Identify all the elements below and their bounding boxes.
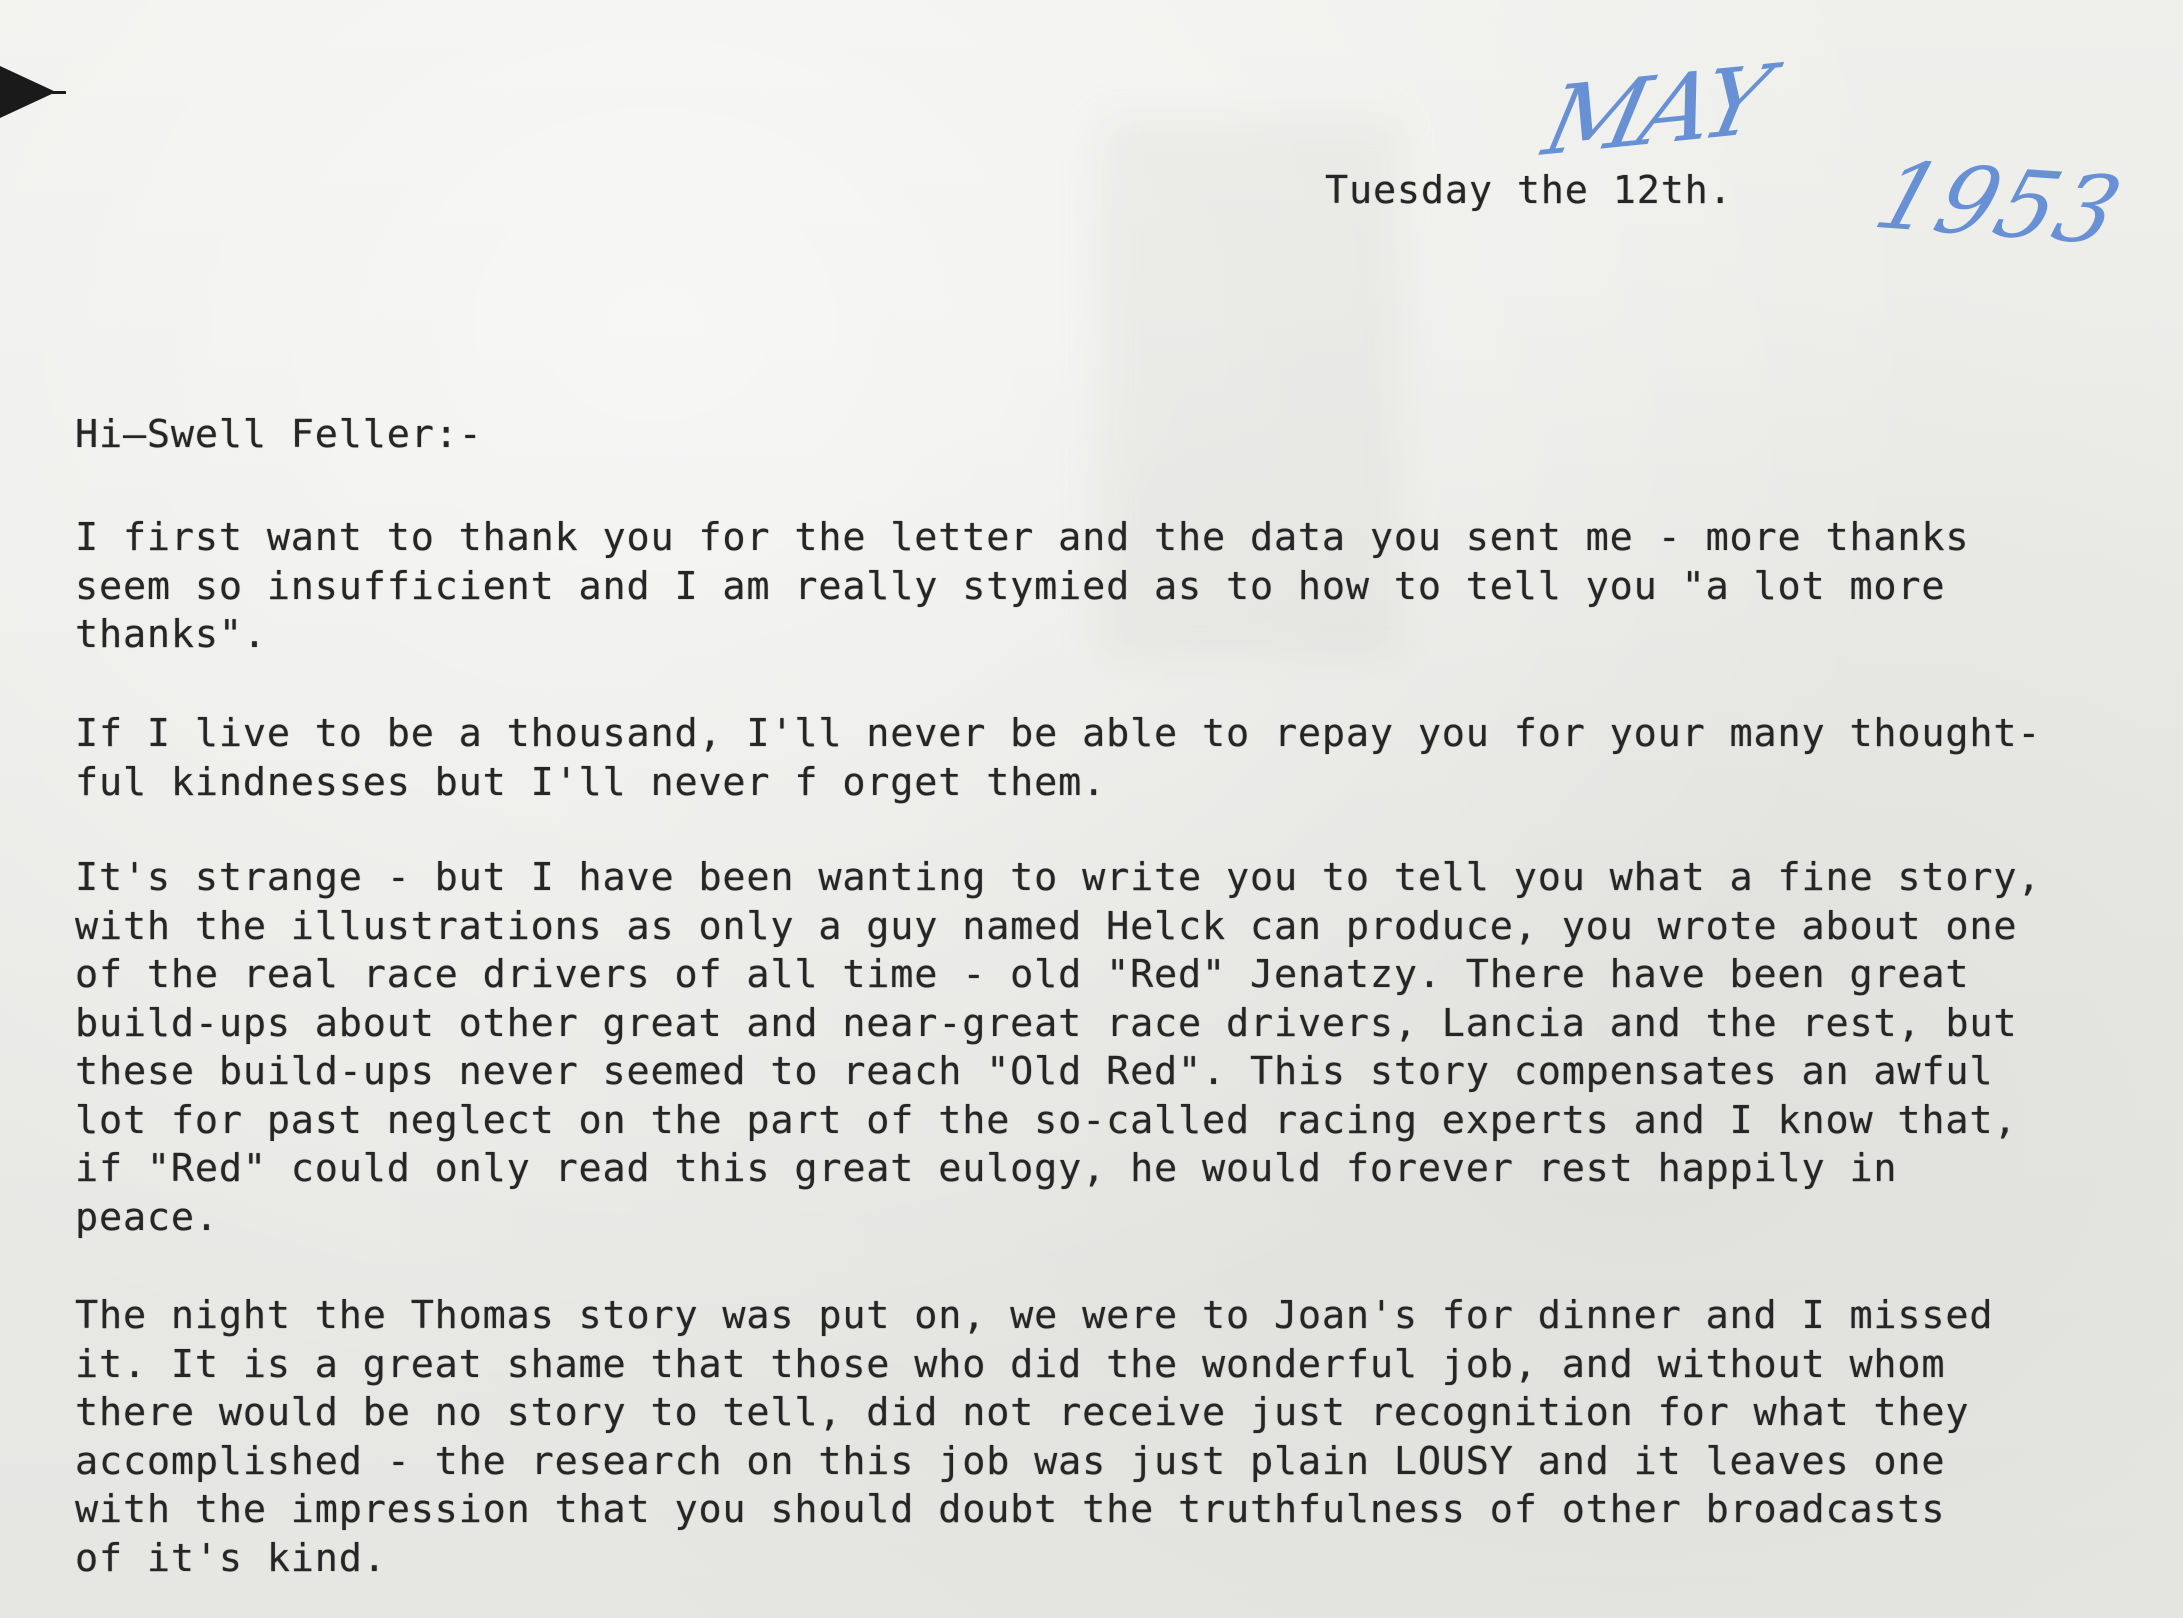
text-line: it. It is a great shame that those who did the wonderful job, and without whom <box>75 1341 1946 1387</box>
paragraph-thomas-story <box>75 1292 2165 1583</box>
text-line: seem so insufficient and I am really stymied as to how to tell you "a lot more <box>75 563 1946 609</box>
letter-date: Tuesday the 12th. <box>1325 168 1733 213</box>
paragraph-jenatzy-story <box>75 854 2165 1242</box>
text-line: with the impression that you should doubt the truthfulness of other broadcasts <box>75 1487 1946 1532</box>
text-line: peace. <box>75 1194 219 1240</box>
paragraph-thanks <box>75 514 2165 660</box>
text-line: of the real race drivers of all time - old "Red" Jenatzy. There have been great <box>75 952 1970 997</box>
text-line: It's strange - but I have been wanting to write you to tell you what a fine story, <box>75 855 2042 900</box>
text-line: ful kindnesses but I'll never f orget them. <box>75 759 1107 805</box>
text-line: thanks". <box>75 612 267 657</box>
text-line: accomplished - the research on this job was just plain LOUSY and it leaves one <box>75 1438 1946 1484</box>
letter-salutation: Hi—Swell Feller:- <box>75 412 483 457</box>
paragraph-kindnesses <box>75 710 2165 807</box>
text-line: there would be no story to tell, did not receive just recognition for what they <box>75 1390 1970 1435</box>
text-line: If I live to be a thousand, I'll never be able to repay you for your many thought- <box>75 711 2042 756</box>
arrow-mark-tail <box>52 91 66 94</box>
text-line: The night the Thomas story was put on, we were to Joan's for dinner and I missed <box>75 1293 1994 1338</box>
text-line: these build-ups never seemed to reach "Old Red". This story compensates an awful <box>75 1049 1994 1094</box>
text-line: build-ups about other great and near-great race drivers, Lancia and the rest, but <box>75 1000 2018 1046</box>
text-line: with the illustrations as only a guy named Helck can produce, you wrote about one <box>75 903 2018 949</box>
handwritten-month: MAY <box>1534 44 1775 178</box>
text-line: I first want to thank you for the letter and the data you sent me - more thanks <box>75 515 1970 560</box>
text-line: of it's kind. <box>75 1535 387 1581</box>
text-line: lot for past neglect on the part of the so-called racing experts and I know that, <box>75 1097 2018 1143</box>
text-line: if "Red" could only read this great eulogy, he would forever rest happily in <box>75 1146 1898 1191</box>
handwritten-year: 1953 <box>1863 141 2135 266</box>
arrow-mark-icon <box>0 66 56 118</box>
